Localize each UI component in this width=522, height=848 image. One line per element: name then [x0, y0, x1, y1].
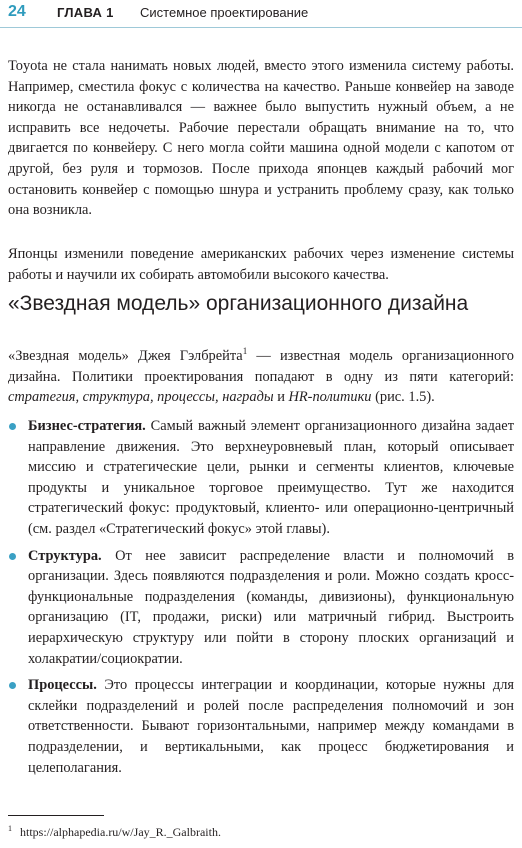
- bullet-item-processes: [0, 675, 514, 778]
- footnote: [8, 821, 221, 840]
- bullet-item-structure: [0, 546, 514, 670]
- bullet-text: Это процессы интеграции и координации, которые нужны для склейки подразделений и ролей после распределения полномочий и зон ответственности. Бывают горизонтальными, например между командами в подразделении, и вертикальными, как процесс бюджетирования и целеполагания.: [28, 677, 514, 776]
- categories-list: стратегия, структура, процессы, награды: [8, 389, 274, 406]
- chapter-title: Системное проектирование: [140, 5, 309, 20]
- bullet-item-strategy: [0, 416, 514, 540]
- chapter-label: ГЛАВА 1: [57, 5, 114, 20]
- bullet-term: Бизнес-стратегия.: [28, 418, 146, 434]
- paragraph-toyota: Toyota не стала нанимать новых людей, вместо этого изменила систему работы. Например, сместила фокус с количества на качество. Раньше конвейер на заводе никогда не останавливался — важнее было выпустить нужный объем, а не исправить все недочеты. Рабочие перестали обращать внимание на то, что двигается по конвейеру. С него могла сойти машина одной модели с капотом от другой, без руля и тормозов. После прихода японцев каждый рабочий мог остановить конвейер с помощью шнура и устранить проблему сразу, как только она возникла.: [8, 58, 514, 219]
- footnote-reference[interactable]: 1: [242, 346, 248, 357]
- bullet-text: От нее зависит распределение власти и полномочий в организации. Здесь появляются подразделения и роли. Можно создать кросс-функциональные подразделения (команды, дивизионы), функциональную организацию (IT, продажи, риски) или матричный гибрид. Выстроить иерархическую структуру или пойти в сторону плоских организаций и холакратии/социократии.: [28, 547, 514, 667]
- footnote-link[interactable]: https://alphapedia.ru/w/Jay_R._Galbraith.: [20, 825, 221, 839]
- bullet-icon: [9, 553, 16, 560]
- footnote-number: 1: [8, 824, 12, 833]
- section-heading: «Звездная модель» организационного дизайна: [8, 292, 469, 315]
- star-model-lead: «Звездная модель» Джея Гэлбрейта: [8, 348, 243, 364]
- bullet-icon: [9, 423, 16, 430]
- footnote-divider: [8, 815, 104, 816]
- page-number: 24: [8, 3, 26, 20]
- conjunction: и: [273, 389, 289, 406]
- bullet-list: [0, 416, 514, 784]
- page-header: [0, 0, 522, 28]
- paragraph-japanese: Японцы изменили поведение американских рабочих через изменение системы работы и научили их собирать автомобили высокого качества.: [8, 246, 514, 283]
- header-divider: [0, 27, 522, 28]
- hr-policies: HR-политики: [288, 389, 372, 406]
- star-model-middle: — известная модель организационного дизайна. Политики проектирования попадают в одну из пяти категорий:: [8, 348, 514, 385]
- bullet-text: Самый важный элемент организационного дизайна задает направление движения. Это верхнеуровневый план, который описывает миссию и стратегические цели, рынки и сегменты клиентов, ключевые продукты и уникальное торговое преимущество. Тут же находится стратегический фокус: продуктовый, клиенто- или операционно-центричный (см. раздел «Стратегический фокус» этой главы).: [28, 418, 514, 537]
- bullet-icon: [9, 682, 16, 689]
- bullet-term: Процессы.: [28, 677, 97, 694]
- figure-reference: (рис. 1.5).: [371, 389, 435, 406]
- bullet-term: Структура.: [28, 547, 102, 564]
- paragraph-star-model: [8, 346, 514, 408]
